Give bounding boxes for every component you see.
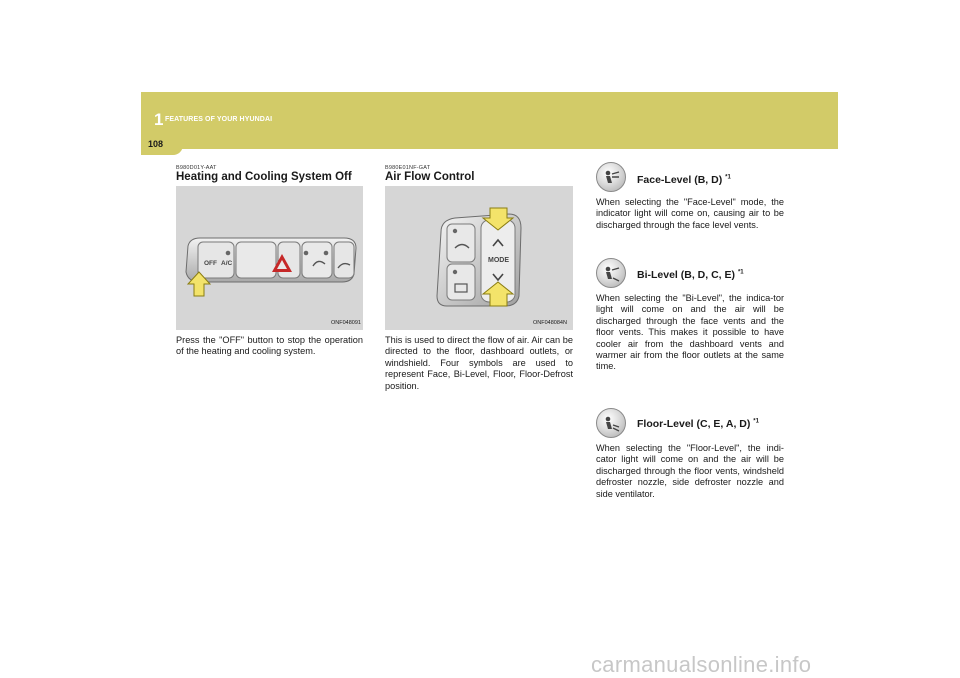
section-code-air-flow: B980E01NF-GAT — [385, 165, 431, 171]
mode-panel-image — [385, 186, 573, 330]
panel-ac-label: A/C — [221, 260, 233, 267]
heading-air-flow-control: Air Flow Control — [385, 171, 475, 183]
page-number: 108 — [148, 139, 164, 149]
image-caption-air-flow: ONF048084N — [533, 320, 567, 326]
heading-floor-level: Floor-Level (C, E, A, D) $^{*1}$ — [637, 418, 759, 430]
face-level-icon — [596, 162, 626, 192]
bi-level-icon — [596, 258, 626, 288]
heading-bi-level: Bi-Level (B, D, C, E) $^{*1}$ — [637, 269, 744, 281]
chapter-number: 1 — [154, 110, 164, 129]
body-air-flow: This is used to direct the flow of air. Air can be directed to the floor, dashboard outlets, or windshield. Four symbols are used to represent Face, Bi-Level, Floor, Floor-Defrost position. — [385, 335, 573, 391]
climate-panel-illustration — [176, 186, 363, 330]
panel-off-label: OFF — [204, 260, 217, 267]
body-heating-off: Press the "OFF" button to stop the operation of the heating and cooling system. — [176, 335, 363, 357]
image-caption-heating-off: ONF048091 — [331, 320, 361, 326]
body-bi-level: When selecting the "Bi-Level", the indica-tor light will come on and the air will be discharged through the face vents and the floor vents. This makes it possible to have cooler air from the dashboard vents and warmer air from the floor outlets at the same time. — [596, 293, 784, 372]
body-floor-level: When selecting the "Floor-Level", the indi-cator light will come on and the air will be discharged through the floor vents, windsheld defroster nozzle, side defroster nozzle and side ventilator. — [596, 443, 784, 499]
floor-level-icon — [596, 408, 626, 438]
chapter-title: FEATURES OF YOUR HYUNDAI — [165, 116, 273, 123]
mode-panel-illustration — [385, 186, 573, 330]
panel-mode-label: MODE — [488, 257, 509, 264]
heading-heating-cooling-off: Heating and Cooling System Off — [176, 171, 352, 183]
climate-panel-image — [176, 186, 363, 330]
section-code-heating-off: B980D01Y-AAT — [176, 165, 217, 171]
body-face-level: When selecting the "Face-Level" mode, the indicator light will come on, causing air to be discharged through the face level vents. — [596, 197, 784, 230]
watermark: carmanualsonline.info — [591, 652, 812, 677]
heading-face-level: Face-Level (B, D) $^{*1}$ — [637, 174, 731, 186]
